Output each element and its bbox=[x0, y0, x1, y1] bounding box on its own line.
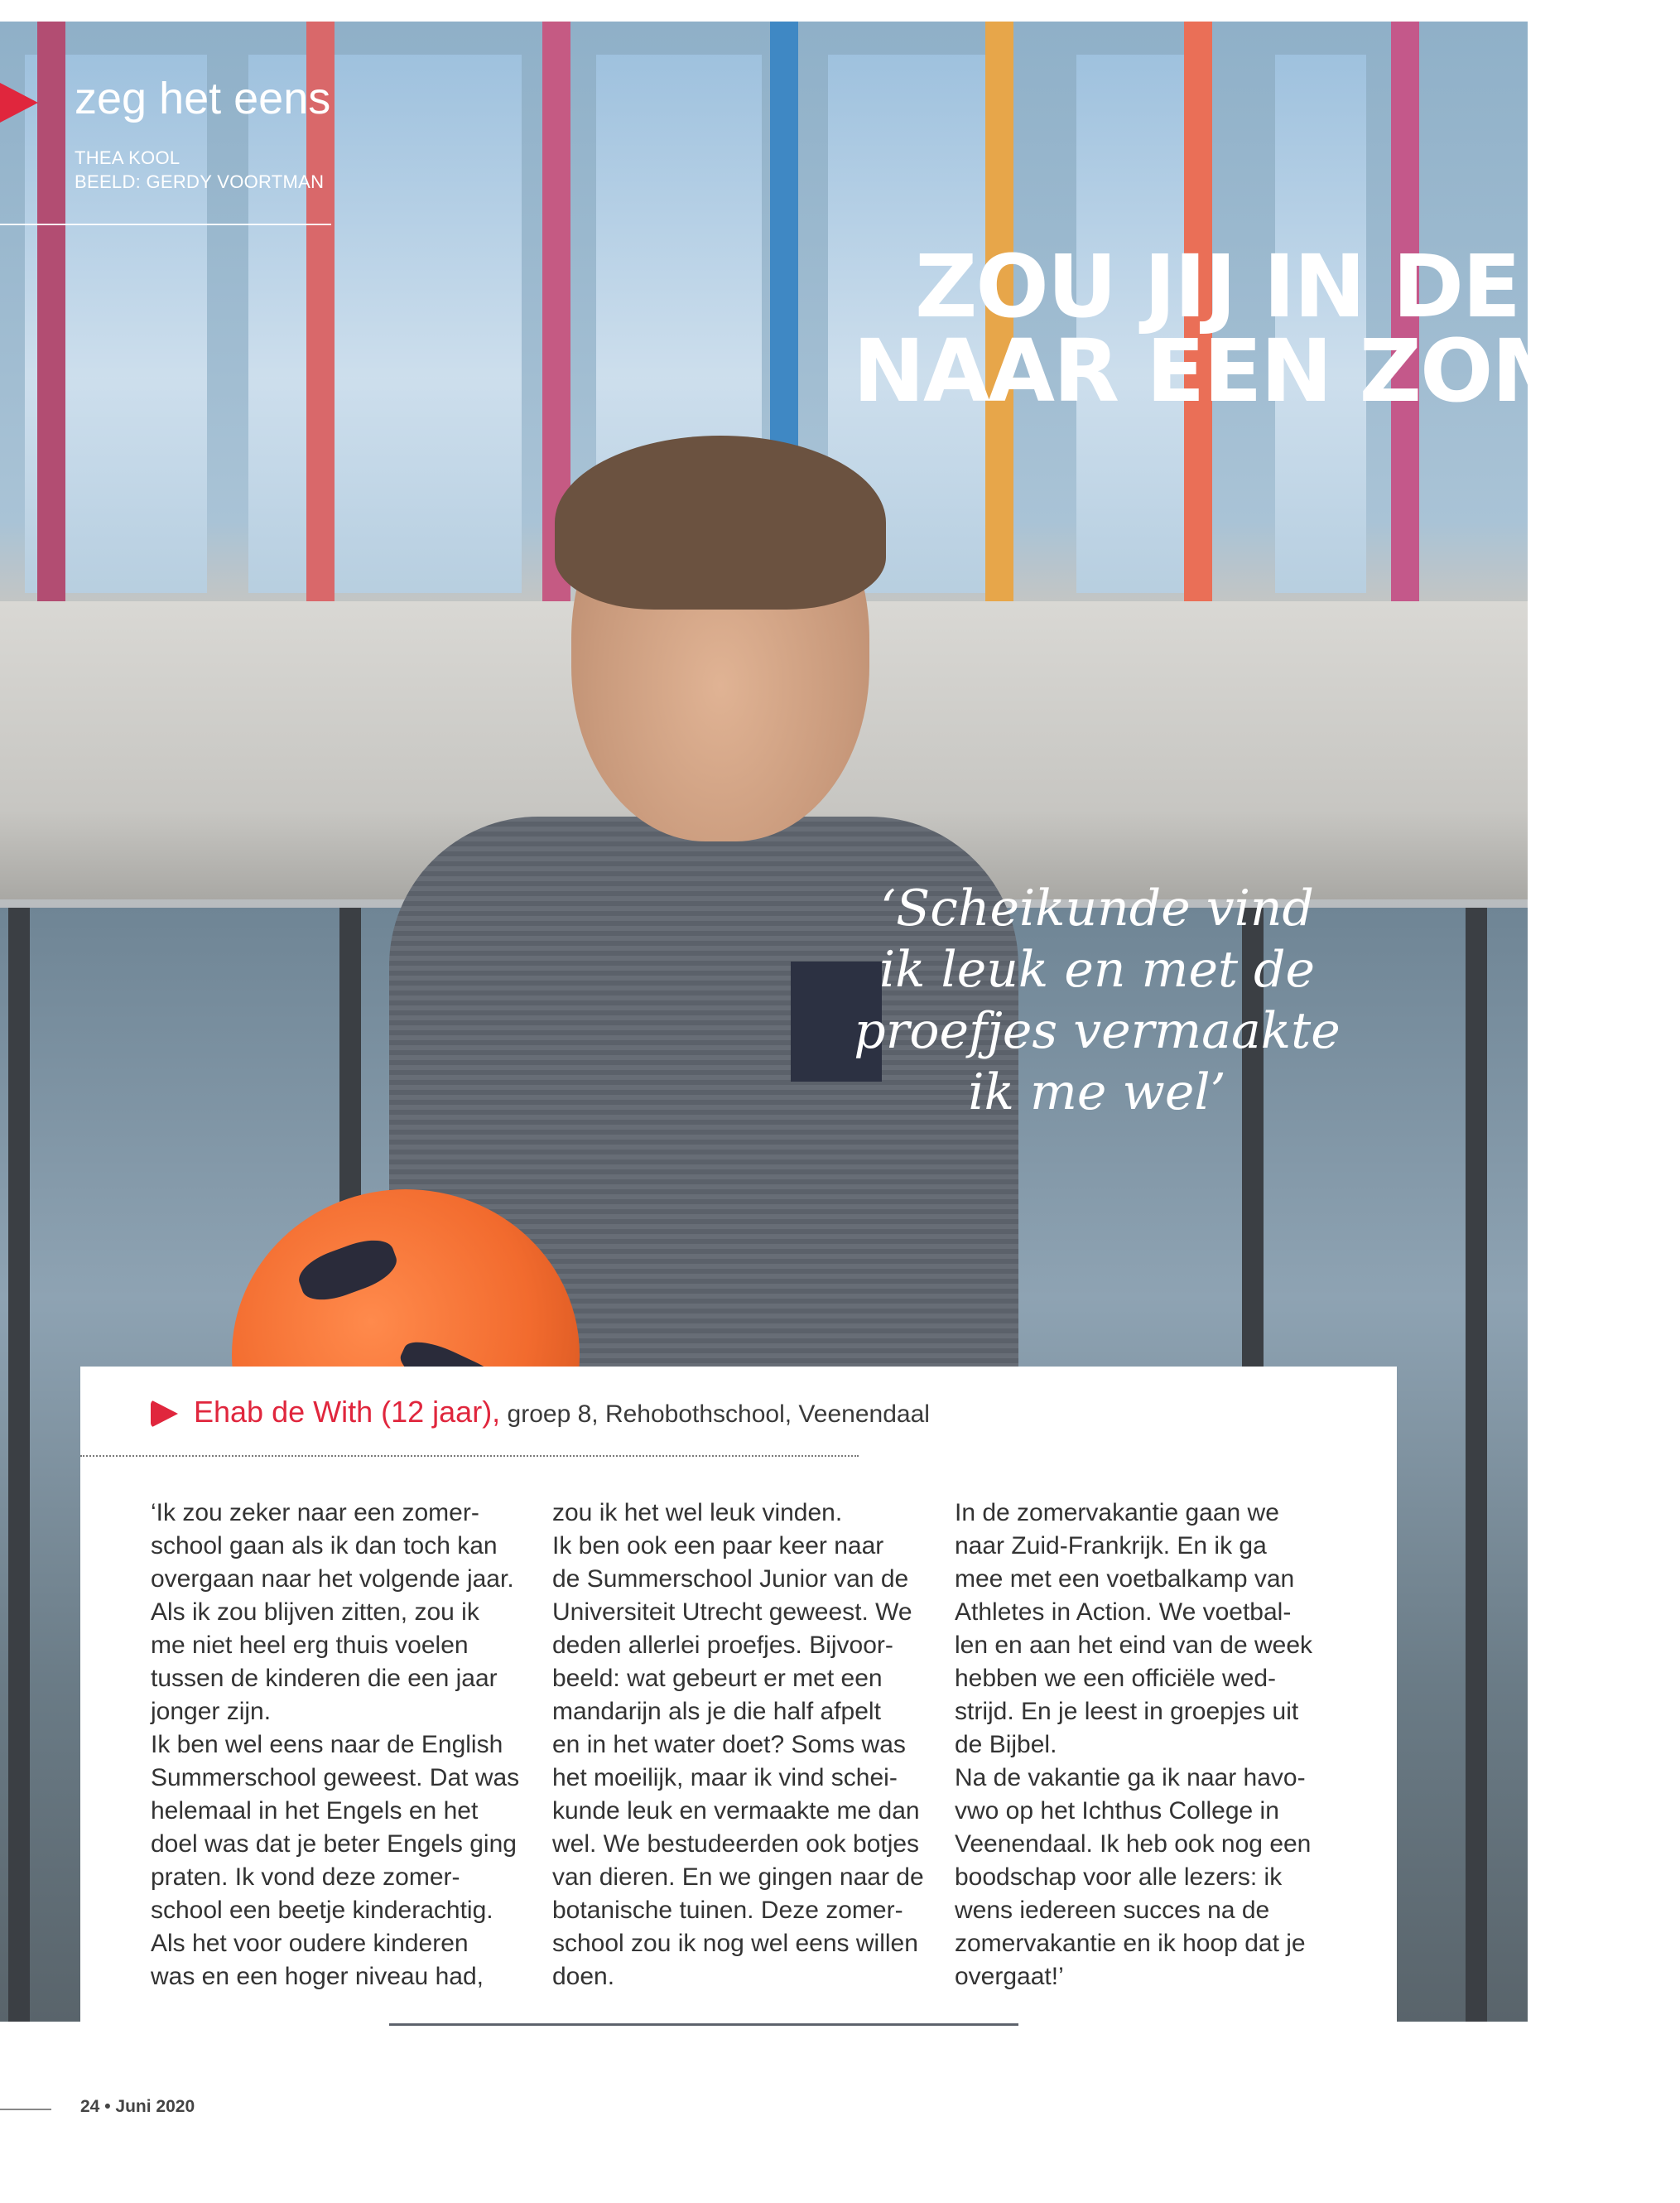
text-line: mee met een voetbalkamp van bbox=[955, 1565, 1295, 1593]
quote-line: ik leuk en met de bbox=[879, 941, 1316, 999]
text-line: Ik ben wel eens naar de English bbox=[151, 1731, 503, 1758]
text-line: Als ik zou blijven zitten, zou ik bbox=[151, 1598, 479, 1626]
text-line: me niet heel erg thuis voelen bbox=[151, 1632, 469, 1659]
text-line: overgaat!’ bbox=[955, 1963, 1064, 1990]
text-line: praten. Ik vond deze zomer- bbox=[151, 1863, 460, 1891]
text-line: overgaan naar het volgende jaar. bbox=[151, 1565, 514, 1593]
text-line: wens iedereen succes na de bbox=[955, 1897, 1270, 1924]
text-line: Athletes in Action. We voetbal- bbox=[955, 1598, 1292, 1626]
quote-line: ik me wel’ bbox=[968, 1063, 1226, 1121]
text-line: zou ik het wel leuk vinden. bbox=[552, 1499, 843, 1526]
text-line: kunde leuk en vermaakte me dan bbox=[552, 1797, 920, 1825]
text-line: het moeilijk, maar ik vind schei- bbox=[552, 1764, 898, 1791]
article-card bbox=[80, 1367, 1397, 2023]
footer-separator: • bbox=[104, 2097, 111, 2116]
colored-column bbox=[37, 22, 65, 630]
article-column-1 bbox=[151, 1497, 540, 1993]
text-line: strijd. En je leest in groepjes uit bbox=[955, 1698, 1299, 1725]
text-line: Universiteit Utrecht geweest. We bbox=[552, 1598, 912, 1626]
author: THEA KOOL bbox=[75, 147, 181, 168]
text-line: school een beetje kinderachtig. bbox=[151, 1897, 493, 1924]
byline bbox=[75, 146, 324, 194]
article-column-3 bbox=[955, 1497, 1344, 1993]
text-line: len en aan het eind van de week bbox=[955, 1632, 1312, 1659]
text-line: school gaan als ik dan toch kan bbox=[151, 1532, 498, 1559]
text-line: boodschap voor alle lezers: ik bbox=[955, 1863, 1283, 1891]
text-line: tussen de kinderen die een jaar bbox=[151, 1665, 498, 1692]
text-line: mandarijn als je die half afpelt bbox=[552, 1698, 881, 1725]
text-line: doen. bbox=[552, 1963, 615, 1990]
text-line: Na de vakantie ga ik naar havo- bbox=[955, 1764, 1306, 1791]
text-line: vwo op het Ichthus College in bbox=[955, 1797, 1279, 1825]
text-line: helemaal in het Engels en het bbox=[151, 1797, 479, 1825]
text-line: de Bijbel. bbox=[955, 1731, 1057, 1758]
window-frame bbox=[1466, 908, 1487, 2022]
quote-line: ‘Scheikunde vind bbox=[880, 880, 1314, 938]
name-marker-icon bbox=[151, 1400, 178, 1428]
ball-pattern bbox=[293, 1232, 402, 1309]
header-rule bbox=[0, 224, 331, 225]
text-line: naar Zuid-Frankrijk. En ik ga bbox=[955, 1532, 1267, 1559]
dotted-divider bbox=[80, 1455, 859, 1457]
headline-line-2: NAAR EEN ZOMEI bbox=[853, 321, 1663, 422]
text-line: de Summerschool Junior van de bbox=[552, 1565, 909, 1593]
headline-line-1: ZOU JIJ IN DE ZO bbox=[915, 236, 1680, 337]
boy-hair bbox=[555, 436, 886, 610]
text-line: jonger zijn. bbox=[151, 1698, 272, 1725]
text-line: zomervakantie en ik hoop dat je bbox=[955, 1930, 1306, 1957]
text-line: Veenendaal. Ik heb ook nog een bbox=[955, 1830, 1312, 1858]
person-details: groep 8, Rehobothschool, Veenendaal bbox=[500, 1400, 930, 1428]
window-pane bbox=[248, 55, 522, 593]
text-line: wel. We bestudeerden ook botjes bbox=[552, 1830, 920, 1858]
text-line: In de zomervakantie gaan we bbox=[955, 1499, 1279, 1526]
person-name: Ehab de With (12 jaar), bbox=[194, 1395, 501, 1429]
photo-credit: BEELD: GERDY VOORTMAN bbox=[75, 171, 325, 192]
text-line: Summerschool geweest. Dat was bbox=[151, 1764, 520, 1791]
footer-rule bbox=[0, 2109, 51, 2110]
pull-quote bbox=[840, 878, 1354, 1123]
text-line: was en een hoger niveau had, bbox=[151, 1963, 484, 1990]
text-line: deden allerlei proefjes. Bijvoor- bbox=[552, 1632, 893, 1659]
text-line: en in het water doet? Soms was bbox=[552, 1731, 906, 1758]
person-line bbox=[194, 1395, 930, 1429]
headline bbox=[853, 236, 1680, 422]
text-line: ‘Ik zou zeker naar een zomer- bbox=[151, 1499, 479, 1526]
quote-line: proefjes vermaakte bbox=[854, 1002, 1341, 1060]
text-line: van dieren. En we gingen naar de bbox=[552, 1863, 924, 1891]
text-line: beeld: wat gebeurt er met een bbox=[552, 1665, 883, 1692]
text-line: Ik ben ook een paar keer naar bbox=[552, 1532, 884, 1559]
page-number: 24 bbox=[80, 2097, 100, 2116]
issue-date: Juni 2020 bbox=[115, 2097, 195, 2116]
text-line: hebben we een officiële wed- bbox=[955, 1665, 1277, 1692]
section-title: zeg het eens bbox=[75, 74, 331, 123]
text-line: doel was dat je beter Engels ging bbox=[151, 1830, 517, 1858]
page-footer bbox=[80, 2097, 195, 2117]
article-column-2 bbox=[552, 1497, 941, 1993]
text-line: Als het voor oudere kinderen bbox=[151, 1930, 469, 1957]
window-frame bbox=[8, 908, 30, 2022]
text-line: school zou ik nog wel eens willen bbox=[552, 1930, 918, 1957]
section-marker-icon bbox=[0, 83, 38, 123]
text-line: botanische tuinen. Deze zomer- bbox=[552, 1897, 903, 1924]
